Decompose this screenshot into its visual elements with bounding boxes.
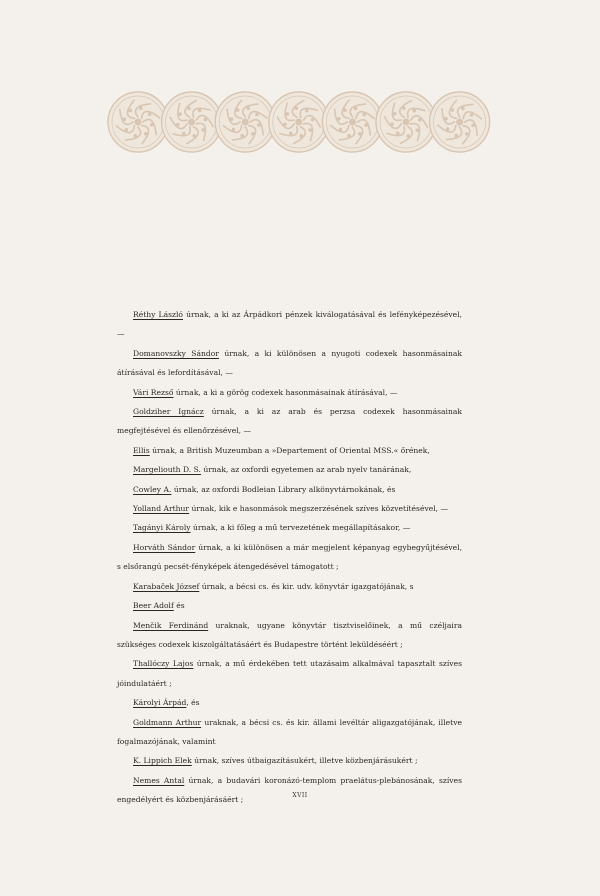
person-name: Karabaček József bbox=[133, 581, 200, 591]
medallion bbox=[430, 92, 490, 152]
paragraph-text: , és bbox=[186, 698, 200, 708]
acknowledgement-paragraph bbox=[117, 441, 462, 460]
person-name: Nemes Antal bbox=[133, 775, 185, 785]
medallion bbox=[162, 92, 222, 152]
medallion bbox=[322, 92, 382, 152]
medallion bbox=[215, 92, 275, 152]
acknowledgement-paragraph bbox=[117, 751, 462, 770]
acknowledgement-paragraph bbox=[117, 518, 462, 537]
acknowledgement-paragraph bbox=[117, 480, 462, 499]
acknowledgement-paragraph bbox=[117, 305, 462, 344]
acknowledgement-text bbox=[117, 305, 462, 810]
medallion bbox=[376, 92, 436, 152]
person-name: Horváth Sándor bbox=[133, 542, 196, 552]
paragraph-text: úrnak, kik e hasonmások megszerzésének szíves közvetítésével, — bbox=[189, 504, 449, 514]
paragraph-text: úrnak, a ki a görög codexek hasonmásainak átírásával, — bbox=[173, 387, 398, 397]
paragraph-text: és bbox=[173, 601, 185, 611]
paragraph-text: úrnak, a ki az arab és perzsa codexek hasonmásainak megfejtésével és ellenőrzésével, — bbox=[117, 407, 462, 436]
person-name: Ellis bbox=[133, 445, 150, 455]
medallion bbox=[108, 92, 168, 152]
person-name: Thallóczy Lajos bbox=[133, 659, 194, 669]
person-name: Yolland Arthur bbox=[133, 504, 190, 514]
acknowledgement-paragraph bbox=[117, 344, 462, 383]
acknowledgement-paragraph bbox=[117, 383, 462, 402]
person-name: Tagányi Károly bbox=[133, 523, 191, 533]
acknowledgement-paragraph bbox=[117, 402, 462, 441]
person-name: Goldziher Ignácz bbox=[133, 407, 204, 417]
person-name: Menčik Ferdinánd bbox=[133, 620, 209, 630]
medallion-ornament-band bbox=[103, 87, 495, 157]
paragraph-text: uraknak, ugyane könyvtár tisztviselőinek, a mű czéljaira szükséges codexek kiszolgáltatásáért és Budapestre történt leküldéséért ; bbox=[117, 620, 463, 649]
person-name: Domanovszky Sándor bbox=[133, 348, 219, 358]
acknowledgement-paragraph bbox=[117, 596, 462, 615]
person-name: Réthy László bbox=[133, 310, 183, 319]
paragraph-text: úrnak, a British Muzeumban a »Departement of Oriental MSS.« őrének, bbox=[149, 445, 430, 455]
person-name: Cowley A. bbox=[133, 484, 172, 494]
person-name: Károlyi Árpád bbox=[133, 698, 187, 708]
person-name: Goldmann Arthur bbox=[133, 717, 202, 727]
person-name: Beer Adolf bbox=[133, 601, 174, 611]
paragraph-text: úrnak, a ki főleg a mű tervezetének megállapításakor, — bbox=[190, 523, 411, 533]
person-name: Margeliouth D. S. bbox=[133, 465, 201, 475]
page-number: XVII bbox=[292, 792, 308, 799]
paragraph-text: úrnak, a ki az Árpádkori pénzek kiválogatásával és lefényképezésével, — bbox=[117, 310, 462, 339]
acknowledgement-paragraph bbox=[117, 654, 462, 693]
acknowledgement-paragraph bbox=[117, 771, 462, 810]
paragraph-text: uraknak, a bécsi cs. és kir. állami levéltár aligazgatójának, illetve fogalmazójának, valamint bbox=[117, 717, 462, 746]
person-name: Vári Rezső bbox=[133, 387, 174, 397]
medallion bbox=[269, 92, 329, 152]
acknowledgement-paragraph bbox=[117, 693, 462, 712]
paragraph-text: úrnak, a ki különösen a már megjelent képanyag egybegyűjtésével, s elsőrangú pecsét-fényképek átengedésével támogatott ; bbox=[117, 542, 462, 572]
acknowledgement-paragraph bbox=[117, 616, 462, 655]
acknowledgement-paragraph bbox=[117, 499, 462, 518]
paragraph-text: úrnak, az oxfordi egyetemen az arab nyelv tanárának, bbox=[200, 465, 412, 475]
paragraph-text: úrnak, a mű érdekében tett utazásaim alkalmával tapasztalt szíves jóindulatáért ; bbox=[117, 659, 462, 688]
paragraph-text: úrnak, szíves útbaigazításukért, illetve közbenjárásukért ; bbox=[191, 756, 418, 766]
person-name: K. Lippich Elek bbox=[133, 756, 192, 766]
paragraph-text: úrnak, az oxfordi Bodleian Library alkönyvtárnokának, és bbox=[171, 484, 396, 494]
acknowledgement-paragraph bbox=[117, 713, 462, 752]
paragraph-text: úrnak, a budavári koronázó-templom praelátus-plebánosának, szíves engedélyért és közbenjárásáért ; bbox=[117, 775, 462, 805]
acknowledgement-paragraph bbox=[117, 577, 462, 596]
acknowledgement-paragraph bbox=[117, 460, 462, 479]
acknowledgement-paragraph bbox=[117, 538, 462, 577]
paragraph-text: úrnak, a ki különösen a nyugoti codexek hasonmásainak átírásával és lefordításával, — bbox=[117, 348, 462, 378]
paragraph-text: úrnak, a bécsi cs. és kir. udv. könyvtár igazgatójának, s bbox=[199, 581, 414, 591]
